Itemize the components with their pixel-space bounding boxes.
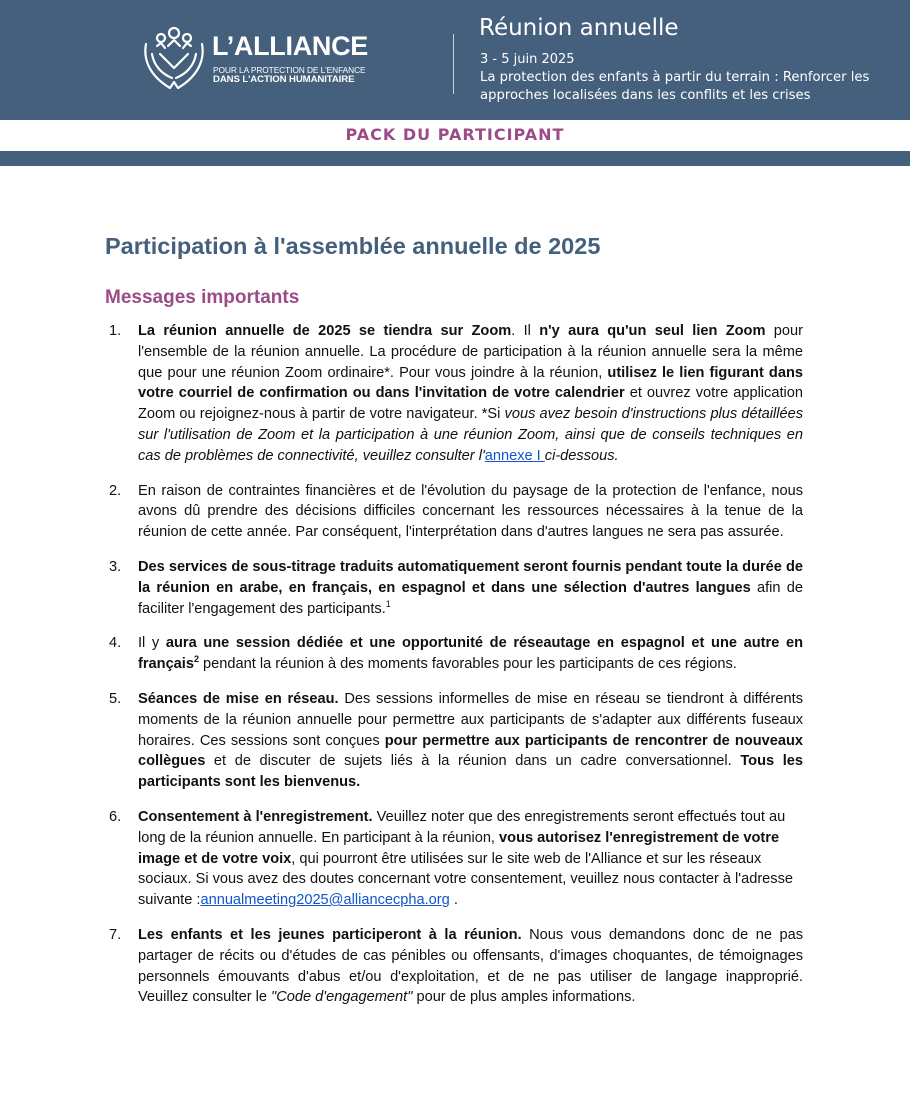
item-text: pendant la réunion à des moments favorables pour les participants de ces régions. [199,656,737,673]
list-item [105,689,803,793]
item-text: et ouvrez votre application Zoom ou rejoignez-nous à partir de votre navigateur. *Si [138,385,803,423]
item-text-italic: vous avez besoin d'instructions plus détaillées sur l'utilisation de Zoom et la participation à une réunion Zoom, ainsi que de conseils techniques en cas de problèmes de connectivité, veuillez consulter l' [138,406,804,464]
page-title: Participation à l'assemblée annuelle de 2025 [105,233,601,259]
footnote-marker: 2 [193,654,199,665]
logo-title: L’ALLIANCE [212,31,368,61]
item-number: 5. [109,690,122,707]
header-band [0,151,910,166]
item-text: Des sessions informelles de mise en réseau se tiendront à différents moments de la réunion annuelle pour permettre aux participants de s'adapter aux différents fuseaux horaires. Ces sessions sont conçues [138,690,803,749]
item-text: , qui pourront être utilisées sur le site web de l'Alliance et sur les réseaux sociaux. Si vous avez des doutes concernant votre consentement, veuillez nous contacter à l'adresse suivante : [138,850,794,909]
messages-list [105,321,803,1022]
meeting-theme: La protection des enfants à partir du terrain : Renforcer les approches localisées dans les conflits et les crises [480,70,870,103]
item-text-bold: Les enfants et les jeunes participeront à la réunion. [138,926,522,943]
footnote-marker: 1 [385,598,391,609]
item-text: . [449,892,458,909]
item-text-bold: aura une session dédiée et une opportunité de réseautage en espagnol et une autre en français [138,635,803,673]
item-text: Il y [138,635,166,652]
item-text-bold: Tous les participants sont les bienvenus. [138,753,803,791]
list-item [105,633,803,675]
item-text: pour l'ensemble de la réunion annuelle. La procédure de participation à la réunion annuelle sera la même que pour une réunion Zoom ordinaire*. Pour vous joindre à la réunion, [138,323,803,381]
item-number: 3. [109,558,122,575]
annex-link[interactable]: annexe I [484,447,545,464]
pack-label: PACK DU PARTICIPANT [345,125,565,144]
header-banner [0,0,910,120]
item-text-bold: vous autorisez l'enregistrement de votre image et de votre voix [138,829,780,867]
item-text: Nous vous demandons donc de ne pas partager de récits ou d'études de cas pénibles ou offensants, d'images choquantes, de témoignages personnels émouvants d'abus et/ou d'exploitation, et de ne pas utiliser de langage inapproprié. Veuillez consulter le [138,926,803,1006]
item-text-bold: Des services de sous-titrage traduits automatiquement seront fournis pendant toute la durée de la réunion en arabe, en français, en espagnol et dans une sélection d'autres langues [138,558,803,596]
item-text: afin de faciliter l'engagement des participants. [138,579,804,617]
item-text-bold: Séances de mise en réseau. [138,690,339,707]
logo-subtitle-line2: DANS L'ACTION HUMANITAIRE [213,74,355,85]
section-title: Messages importants [105,287,300,308]
item-text-bold: utilisez le lien figurant dans votre courriel de confirmation ou dans l'invitation de votre calendrier [138,364,803,402]
header-divider [453,34,454,94]
item-text: et de discuter de sujets liés à la réunion dans un cadre conversationnel. [205,753,741,770]
alliance-logo [140,24,390,96]
list-item [105,925,803,1008]
hands-children-icon [140,24,208,94]
item-text-bold: pour permettre aux participants de rencontrer de nouveaux collègues [138,732,803,770]
list-item [105,481,803,543]
list-item [105,557,803,619]
item-text-bold: Consentement à l'enregistrement. [138,808,373,825]
meeting-dates: 3 - 5 juin 2025 [480,52,575,67]
list-item [105,807,803,911]
item-text: Veuillez noter que des enregistrements seront effectués tout au long de la réunion annuelle. En participant à la réunion, [138,808,786,846]
logo-subtitle-line1: POUR LA PROTECTION DE L'ENFANCE [213,65,366,75]
item-text: . Il [511,323,540,339]
item-text-italic: "Code d'engagement" [271,989,413,1006]
list-item [105,321,803,467]
email-link[interactable]: annualmeeting2025@alliancecpha.org [200,892,450,909]
item-text-bold: La réunion annuelle de 2025 se tiendra sur Zoom [138,323,512,339]
item-number: 4. [109,635,122,652]
item-text-italic: ci-dessous. [544,447,619,464]
item-text: pour de plus amples informations. [412,989,636,1006]
item-text-bold: n'y aura qu'un seul lien Zoom [539,323,766,339]
item-text: En raison de contraintes financières et de l'évolution du paysage de la protection de l'enfance, nous avons dû prendre des décisions difficiles concernant les ressources nécessaires à la tenue de la réunion de cette année. Par conséquent, l'interprétation dans d'autres langues ne sera pas assurée. [138,482,803,541]
item-number: 6. [109,808,122,825]
item-number: 7. [109,926,122,943]
item-number: 1. [109,323,122,339]
item-number: 2. [109,482,122,499]
meeting-title: Réunion annuelle [479,15,679,41]
